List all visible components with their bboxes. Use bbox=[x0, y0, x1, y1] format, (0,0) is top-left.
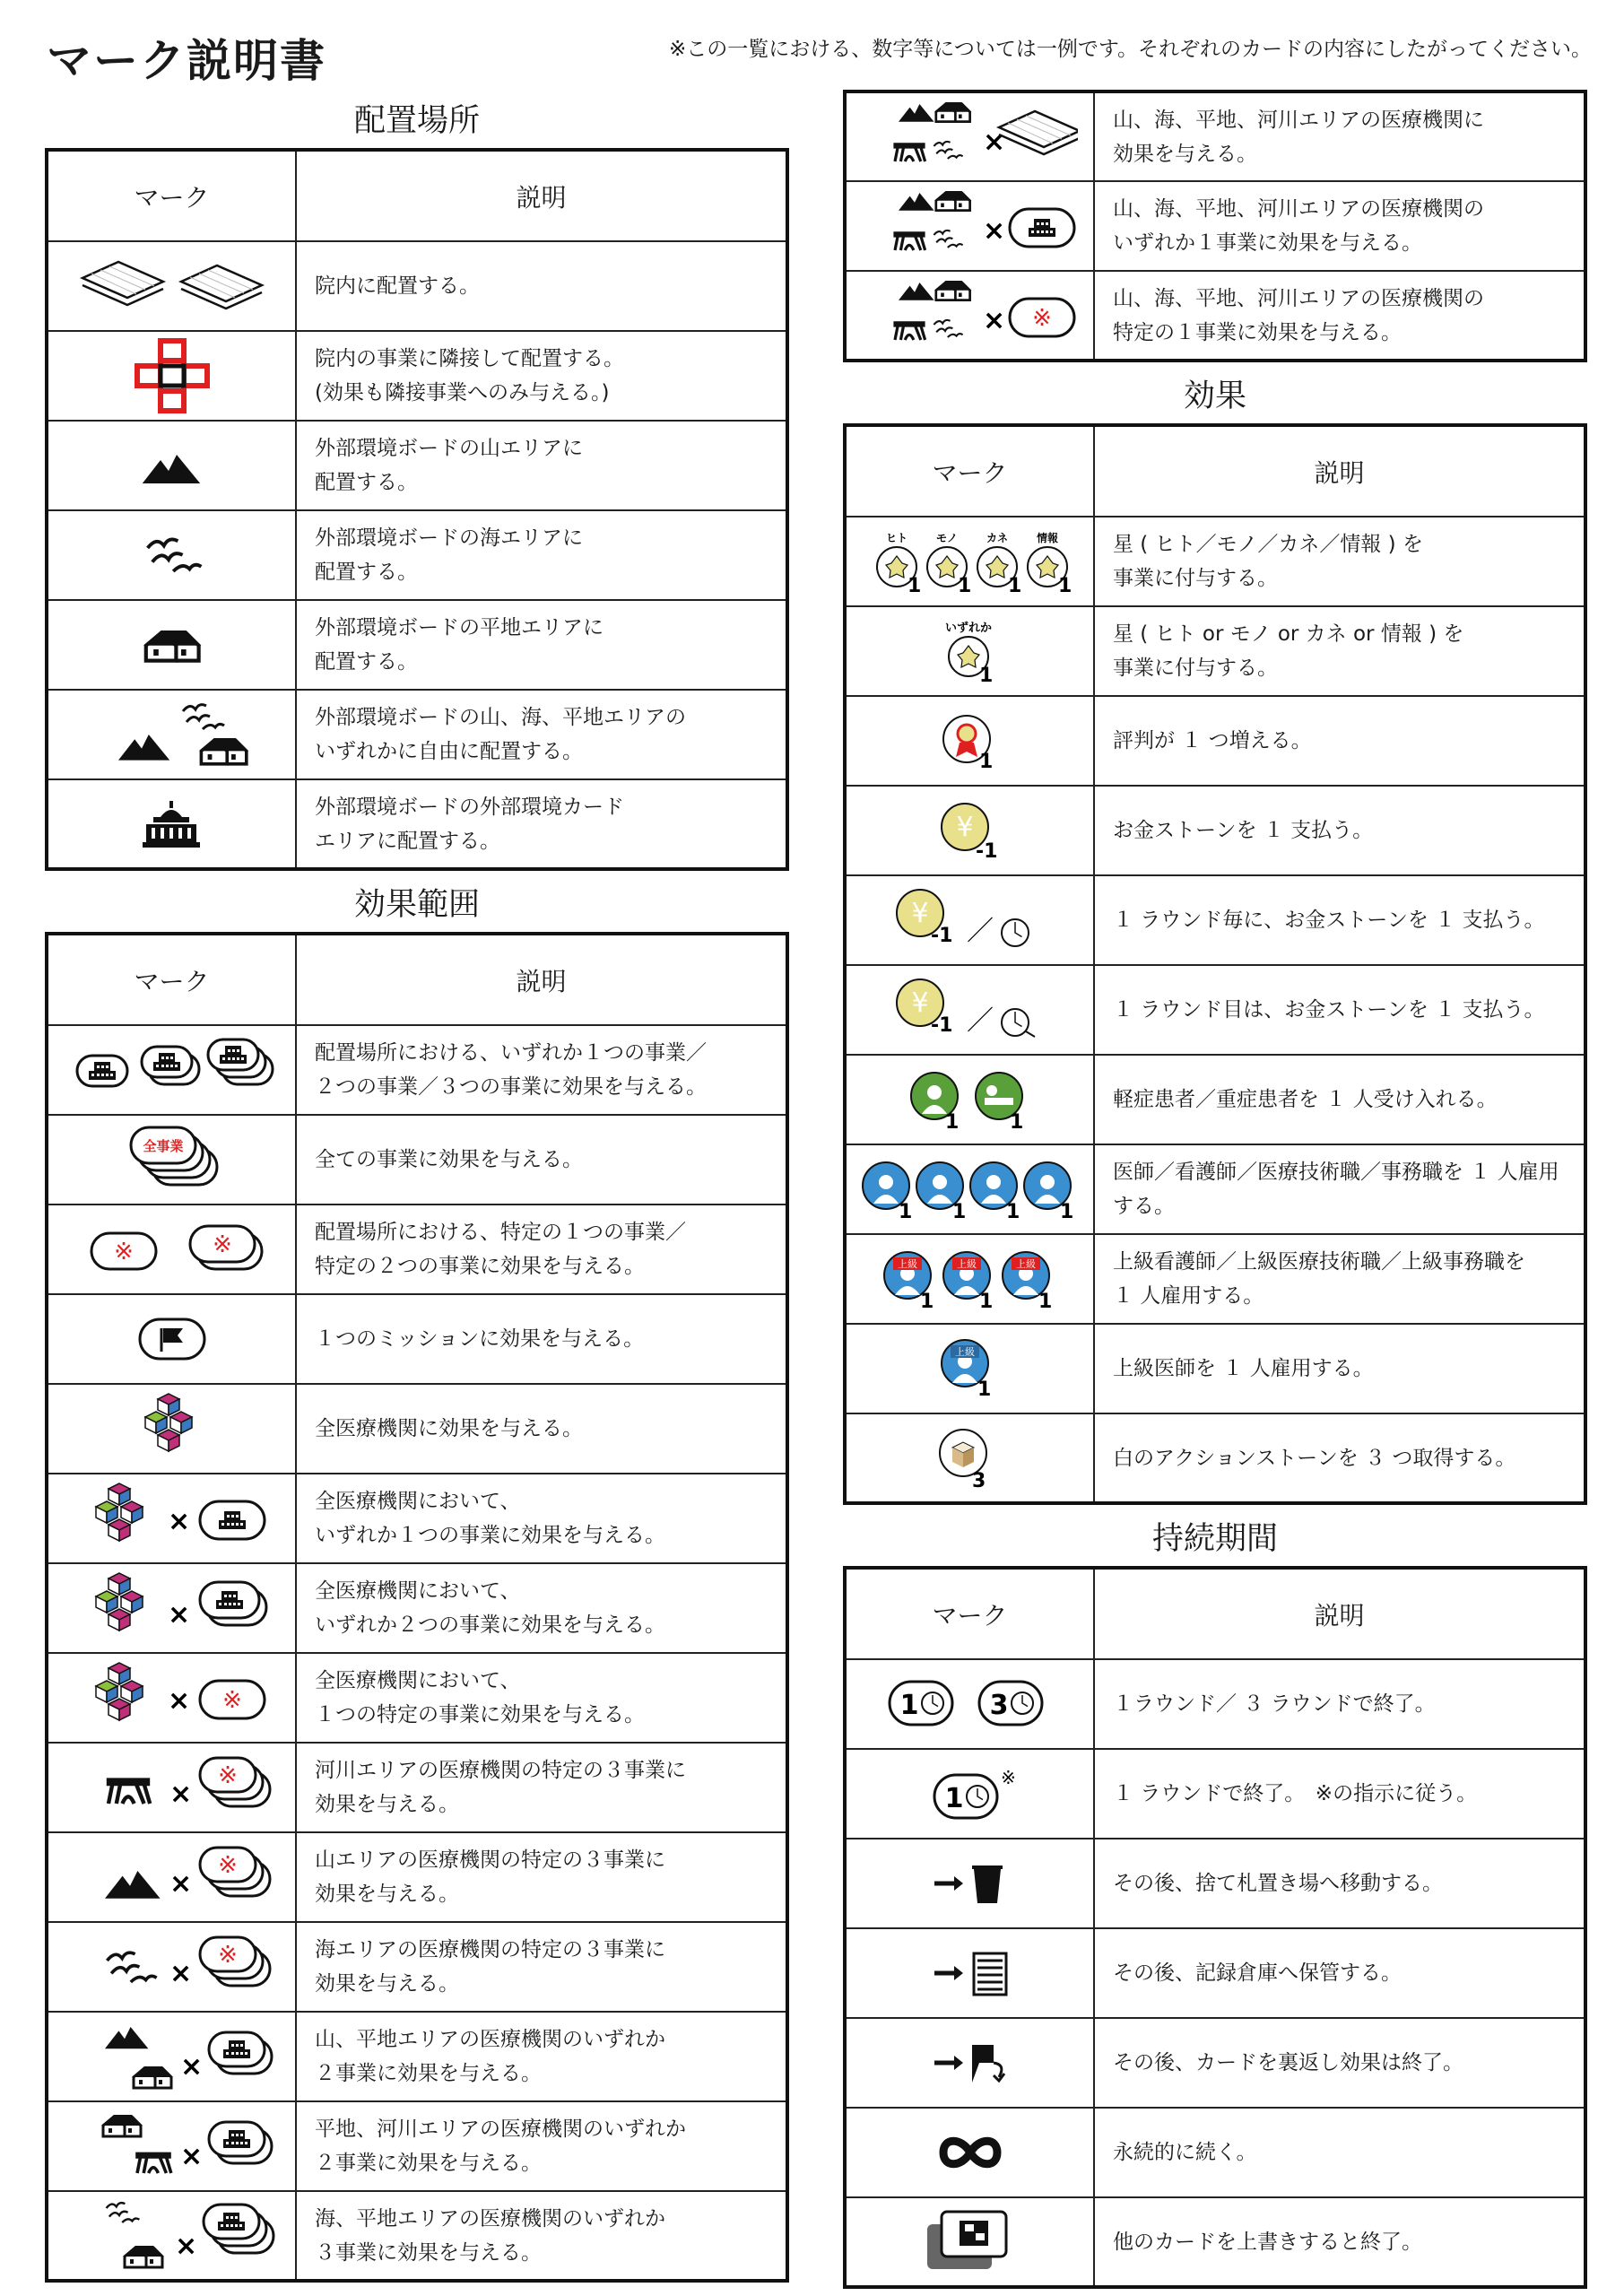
header-mark: マーク bbox=[47, 150, 296, 241]
sea-birds-icon bbox=[47, 510, 296, 600]
government-building-icon bbox=[47, 779, 296, 869]
row-description: 上級看護師／上級医療技術職／上級事務職を １ 人雇用する。 bbox=[1094, 1234, 1585, 1324]
table-row bbox=[845, 2108, 1585, 2197]
all-business-icon bbox=[47, 1115, 296, 1205]
svg-text:1: 1 bbox=[1059, 1201, 1073, 1223]
staff-icon bbox=[845, 1144, 1094, 1234]
svg-text:1: 1 bbox=[977, 1378, 991, 1401]
svg-text:※: ※ bbox=[113, 1239, 134, 1265]
table-row bbox=[845, 181, 1585, 271]
table-row bbox=[47, 779, 787, 869]
sea-plain-3-icon bbox=[47, 2191, 296, 2281]
svg-text:※: ※ bbox=[217, 1852, 238, 1879]
table-row bbox=[845, 2197, 1585, 2287]
scope-continued-table bbox=[843, 90, 1587, 362]
table-row bbox=[47, 1294, 787, 1384]
svg-text:×: × bbox=[174, 2230, 197, 2262]
row-description: 星 ( ヒト／モノ／カネ／情報 ) を 事業に付与する。 bbox=[1094, 517, 1585, 606]
svg-text:×: × bbox=[167, 1685, 190, 1717]
header-description: 説明 bbox=[1094, 425, 1585, 517]
header-description: 説明 bbox=[1094, 1568, 1585, 1659]
table-row bbox=[47, 1025, 787, 1115]
svg-text:1: 1 bbox=[898, 1201, 912, 1223]
row-description: 全医療機関において、 いずれか１つの事業に効果を与える。 bbox=[296, 1474, 787, 1563]
svg-text:上級: 上級 bbox=[897, 1258, 917, 1270]
senior-doctor-icon bbox=[845, 1324, 1094, 1413]
table-row bbox=[845, 1659, 1585, 1749]
all-hospitals-two-business-icon bbox=[47, 1563, 296, 1653]
to-archive-icon bbox=[845, 1928, 1094, 2018]
areas-any-business-icon bbox=[845, 181, 1094, 271]
table-row bbox=[47, 331, 787, 421]
row-description: 配置場所における、特定の１つの事業／ 特定の２つの事業に効果を与える。 bbox=[296, 1205, 787, 1294]
table-row bbox=[47, 1922, 787, 2012]
table-row bbox=[47, 1563, 787, 1653]
svg-text:※: ※ bbox=[212, 1231, 232, 1258]
action-stone-icon bbox=[845, 1413, 1094, 1503]
table-row bbox=[845, 1324, 1585, 1413]
table-row bbox=[47, 1115, 787, 1205]
svg-text:1: 1 bbox=[978, 751, 993, 773]
row-description: 評判が １ つ増える。 bbox=[1094, 696, 1585, 786]
svg-text:1: 1 bbox=[907, 575, 921, 597]
svg-text:上級: 上級 bbox=[954, 1346, 975, 1358]
to-trash-icon bbox=[845, 1839, 1094, 1928]
svg-text:いずれか: いずれか bbox=[944, 622, 992, 635]
svg-text:※: ※ bbox=[1031, 304, 1052, 332]
mountain-plain-2-icon bbox=[47, 2012, 296, 2101]
row-description: 配置場所における、いずれか１つの事業／ ２つの事業／３つの事業に効果を与える。 bbox=[296, 1025, 787, 1115]
patients-icon bbox=[845, 1055, 1094, 1144]
row-description: 河川エリアの医療機関の特定の３事業に 効果を与える。 bbox=[296, 1743, 787, 1832]
yen-pay-icon bbox=[845, 786, 1094, 875]
svg-text:3: 3 bbox=[989, 1690, 1008, 1721]
table-row bbox=[47, 1743, 787, 1832]
svg-text:ヒト: ヒト bbox=[885, 532, 908, 544]
svg-text:×: × bbox=[179, 2141, 203, 2172]
row-description: 院内の事業に隣接して配置する。 (効果も隣接事業へのみ与える。) bbox=[296, 331, 787, 421]
row-description: 外部環境ボードの平地エリアに 配置する。 bbox=[296, 600, 787, 690]
row-description: 上級医師を １ 人雇用する。 bbox=[1094, 1324, 1585, 1413]
svg-text:-1: -1 bbox=[930, 1014, 952, 1037]
row-description: その後、カードを裏返し効果は終了。 bbox=[1094, 2018, 1585, 2108]
table-row bbox=[47, 510, 787, 600]
table-row bbox=[845, 1055, 1585, 1144]
svg-text:／: ／ bbox=[966, 916, 994, 947]
svg-text:¥: ¥ bbox=[910, 987, 929, 1019]
table-row bbox=[47, 1384, 787, 1474]
table-row bbox=[845, 1749, 1585, 1839]
mountain-sea-plain-icon bbox=[47, 690, 296, 779]
table-row bbox=[845, 271, 1585, 361]
senior-staff-icon bbox=[845, 1234, 1094, 1324]
effect-table bbox=[843, 423, 1587, 1505]
sea-specific-3-icon bbox=[47, 1922, 296, 2012]
svg-text:1: 1 bbox=[1038, 1291, 1052, 1313]
mountain-specific-3-icon bbox=[47, 1832, 296, 1922]
svg-text:上級: 上級 bbox=[956, 1258, 977, 1270]
row-description: 平地、河川エリアの医療機関のいずれか ２事業に効果を与える。 bbox=[296, 2101, 787, 2191]
table-row bbox=[47, 2191, 787, 2281]
header-mark: マーク bbox=[845, 425, 1094, 517]
row-description: 外部環境ボードの山エリアに 配置する。 bbox=[296, 421, 787, 510]
row-description: 星 ( ヒト or モノ or カネ or 情報 ) を 事業に付与する。 bbox=[1094, 606, 1585, 696]
table-row bbox=[845, 1234, 1585, 1324]
row-description: 全医療機関において、 １つの特定の事業に効果を与える。 bbox=[296, 1653, 787, 1743]
row-description: 山、平地エリアの医療機関のいずれか ２事業に効果を与える。 bbox=[296, 2012, 787, 2101]
svg-text:1: 1 bbox=[944, 1783, 963, 1814]
svg-text:-1: -1 bbox=[930, 925, 952, 947]
svg-text:1: 1 bbox=[951, 1201, 966, 1223]
svg-text:カネ: カネ bbox=[986, 532, 1008, 544]
table-row bbox=[47, 1653, 787, 1743]
section-title-effect: 効果 bbox=[1183, 378, 1246, 414]
table-row bbox=[47, 600, 787, 690]
svg-text:1: 1 bbox=[944, 1111, 959, 1134]
svg-text:¥: ¥ bbox=[910, 898, 929, 929]
areas-floor-icon bbox=[845, 91, 1094, 181]
page-note: ※この一覧における、数字等については一例です。それぞれのカードの内容にしたがってください。 bbox=[669, 38, 1592, 61]
row-description: 他のカードを上書きすると終了。 bbox=[1094, 2197, 1585, 2287]
yen-first-round-icon bbox=[845, 965, 1094, 1055]
svg-text:1: 1 bbox=[1007, 575, 1021, 597]
svg-text:1: 1 bbox=[957, 575, 971, 597]
row-description: 山、海、平地、河川エリアの医療機関に 効果を与える。 bbox=[1094, 91, 1585, 181]
svg-text:※: ※ bbox=[217, 1762, 238, 1789]
row-description: 全ての事業に効果を与える。 bbox=[296, 1115, 787, 1205]
row-description: 外部環境ボードの海エリアに 配置する。 bbox=[296, 510, 787, 600]
table-row bbox=[845, 786, 1585, 875]
row-description: １つのミッションに効果を与える。 bbox=[296, 1294, 787, 1384]
table-row bbox=[47, 421, 787, 510]
reputation-icon bbox=[845, 696, 1094, 786]
row-description: 全医療機関に効果を与える。 bbox=[296, 1384, 787, 1474]
table-row bbox=[47, 1832, 787, 1922]
row-description: 海、平地エリアの医療機関のいずれか ３事業に効果を与える。 bbox=[296, 2191, 787, 2281]
header-description: 説明 bbox=[296, 150, 787, 241]
adjacent-cross-icon bbox=[47, 331, 296, 421]
table-row bbox=[845, 606, 1585, 696]
section-title-duration: 持続期間 bbox=[1151, 1521, 1278, 1557]
scope-table bbox=[45, 932, 789, 2283]
floor-tiles-icon bbox=[47, 241, 296, 331]
page-title: マーク説明書 bbox=[47, 35, 326, 87]
row-description: １ ラウンド目は、お金ストーンを １ 支払う。 bbox=[1094, 965, 1585, 1055]
all-hospitals-icon bbox=[47, 1384, 296, 1474]
table-row bbox=[845, 1413, 1585, 1503]
svg-text:×: × bbox=[982, 304, 1005, 336]
star-types-icon bbox=[845, 517, 1094, 606]
table-row bbox=[47, 2012, 787, 2101]
river-specific-3-icon bbox=[47, 1743, 296, 1832]
table-row bbox=[845, 1144, 1585, 1234]
flip-card-icon bbox=[845, 2018, 1094, 2108]
row-description: お金ストーンを １ 支払う。 bbox=[1094, 786, 1585, 875]
svg-text:×: × bbox=[179, 2051, 203, 2083]
table-row bbox=[845, 1839, 1585, 1928]
all-hospitals-one-business-icon bbox=[47, 1474, 296, 1563]
svg-text:モノ: モノ bbox=[935, 532, 958, 544]
table-row bbox=[845, 91, 1585, 181]
business-1-2-3-icon bbox=[47, 1025, 296, 1115]
svg-text:※: ※ bbox=[1000, 1767, 1016, 1788]
round-timers-icon bbox=[845, 1659, 1094, 1749]
row-description: １ ラウンド毎に、お金ストーンを １ 支払う。 bbox=[1094, 875, 1585, 965]
svg-text:×: × bbox=[982, 215, 1005, 247]
plain-river-2-icon bbox=[47, 2101, 296, 2191]
row-description: その後、捨て札置き場へ移動する。 bbox=[1094, 1839, 1585, 1928]
svg-text:1: 1 bbox=[1005, 1201, 1020, 1223]
row-description: 永続的に続く。 bbox=[1094, 2108, 1585, 2197]
row-description: 白のアクションストーンを ３ つ取得する。 bbox=[1094, 1413, 1585, 1503]
round-timer-note-icon bbox=[845, 1749, 1094, 1839]
row-description: 外部環境ボードの山、海、平地エリアの いずれかに自由に配置する。 bbox=[296, 690, 787, 779]
svg-text:1: 1 bbox=[1009, 1111, 1023, 1134]
all-hospitals-specific-icon bbox=[47, 1653, 296, 1743]
svg-text:×: × bbox=[169, 1779, 192, 1810]
svg-text:1: 1 bbox=[978, 1291, 993, 1313]
row-description: 山、海、平地、河川エリアの医療機関の 特定の１事業に効果を与える。 bbox=[1094, 271, 1585, 361]
row-description: 全医療機関において、 いずれか２つの事業に効果を与える。 bbox=[296, 1563, 787, 1653]
svg-text:×: × bbox=[167, 1506, 190, 1537]
svg-text:×: × bbox=[169, 1958, 192, 1989]
table-row bbox=[845, 965, 1585, 1055]
table-row bbox=[845, 1928, 1585, 2018]
svg-text:情報: 情報 bbox=[1036, 532, 1058, 544]
infinity-icon bbox=[845, 2108, 1094, 2197]
svg-text:-1: -1 bbox=[975, 840, 997, 863]
svg-text:上級: 上級 bbox=[1015, 1258, 1036, 1270]
flag-icon bbox=[47, 1294, 296, 1384]
placement-table bbox=[45, 148, 789, 871]
row-description: １ラウンド／ ３ ラウンドで終了。 bbox=[1094, 1659, 1585, 1749]
overwrite-card-icon bbox=[845, 2197, 1094, 2287]
header-mark: マーク bbox=[47, 934, 296, 1025]
svg-text:×: × bbox=[982, 126, 1005, 158]
row-description: １ ラウンドで終了。 ※の指示に従う。 bbox=[1094, 1749, 1585, 1839]
row-description: 外部環境ボードの外部環境カード エリアに配置する。 bbox=[296, 779, 787, 869]
svg-text:1: 1 bbox=[978, 665, 993, 687]
svg-text:1: 1 bbox=[899, 1690, 918, 1721]
right-column bbox=[843, 90, 1587, 2289]
svg-text:×: × bbox=[167, 1599, 190, 1631]
table-row bbox=[47, 241, 787, 331]
header-description: 説明 bbox=[296, 934, 787, 1025]
section-title-placement: 配置場所 bbox=[353, 103, 480, 139]
svg-text:※: ※ bbox=[221, 1687, 242, 1714]
svg-text:×: × bbox=[169, 1868, 192, 1900]
table-row bbox=[845, 517, 1585, 606]
table-row bbox=[845, 696, 1585, 786]
table-row bbox=[845, 875, 1585, 965]
mountain-icon bbox=[47, 421, 296, 510]
left-column bbox=[45, 94, 789, 2283]
areas-specific-business-icon bbox=[845, 271, 1094, 361]
svg-text:全事業: 全事業 bbox=[142, 1138, 184, 1154]
table-row bbox=[845, 2018, 1585, 2108]
row-description: 院内に配置する。 bbox=[296, 241, 787, 331]
table-row bbox=[47, 690, 787, 779]
svg-text:※: ※ bbox=[217, 1942, 238, 1969]
svg-text:1: 1 bbox=[919, 1291, 934, 1313]
duration-table bbox=[843, 1566, 1587, 2289]
section-title-scope: 効果範囲 bbox=[353, 887, 480, 923]
table-row bbox=[47, 1474, 787, 1563]
row-description: 軽症患者／重症患者を １ 人受け入れる。 bbox=[1094, 1055, 1585, 1144]
header-mark: マーク bbox=[845, 1568, 1094, 1659]
svg-text:3: 3 bbox=[971, 1469, 986, 1492]
row-description: その後、記録倉庫へ保管する。 bbox=[1094, 1928, 1585, 2018]
yen-per-round-icon bbox=[845, 875, 1094, 965]
row-description: 医師／看護師／医療技術職／事務職を １ 人雇用 する。 bbox=[1094, 1144, 1585, 1234]
table-row bbox=[47, 2101, 787, 2191]
plain-house-icon bbox=[47, 600, 296, 690]
row-description: 山エリアの医療機関の特定の３事業に 効果を与える。 bbox=[296, 1832, 787, 1922]
svg-text:／: ／ bbox=[966, 1005, 994, 1037]
row-description: 山、海、平地、河川エリアの医療機関の いずれか１事業に効果を与える。 bbox=[1094, 181, 1585, 271]
row-description: 海エリアの医療機関の特定の３事業に 効果を与える。 bbox=[296, 1922, 787, 2012]
svg-text:¥: ¥ bbox=[955, 812, 974, 843]
star-any-icon bbox=[845, 606, 1094, 696]
specific-business-icon bbox=[47, 1205, 296, 1294]
table-row bbox=[47, 1205, 787, 1294]
svg-text:1: 1 bbox=[1057, 575, 1072, 597]
